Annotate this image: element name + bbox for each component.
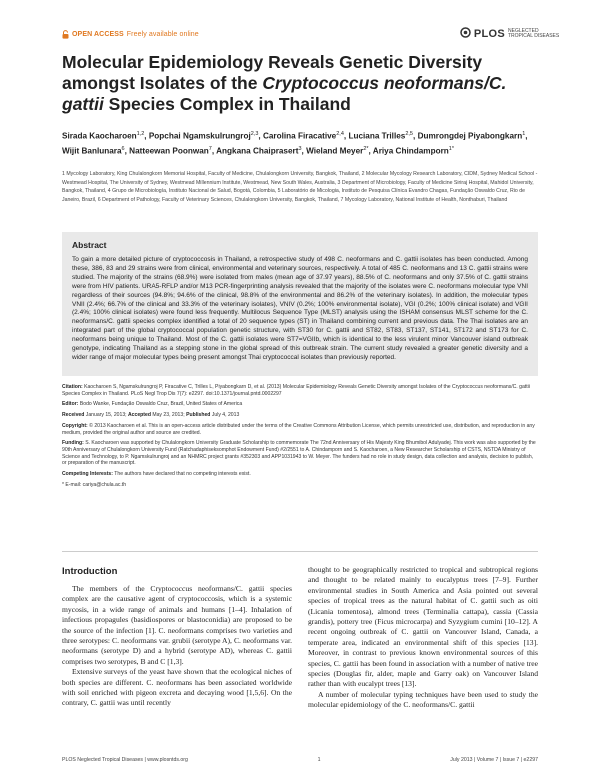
author-name: Ariya Chindamporn <box>372 146 449 156</box>
author-list: Sirada Kaocharoen$^{1,2}$, Popchai Ngamskulrungroj$^{2,3}$, Carolina Firacative$^{2,4}$, Luciana Trilles$^{2,5}$, Dumrongdej Piyabongkarn$^1$, Wijit Banlunara$^6$, Natteewan Poonwan$^7$, Angkana Chaiprasert$^3$, Wieland Meyer$^{2*}$, Ariya Chindamporn$^{1*}$ <box>62 131 528 156</box>
introduction-heading: Introduction <box>62 566 118 577</box>
citation: Citation: Kaocharoen S, Ngamskulrungroj P, Firacative C, Trilles L, Piyabongkarn D, et al. (2013) Molecular Epidemiology Reveals Genetic Diversity amongst Isolates of the Cryptococcus neoformans/C. gattii Species Complex in Thailand. PLoS Negl Trop Dis 7(7): e2297. doi:10.1371/journal.pntd.0002297 <box>62 384 530 397</box>
freely-available-label: Freely available online <box>126 30 199 38</box>
author-name: Carolina Firacative <box>262 131 337 141</box>
abstract-box <box>62 232 538 376</box>
article-title-part-3: Species Complex in Thailand <box>103 94 351 114</box>
abstract-heading: Abstract <box>72 240 107 250</box>
plos-logo-subtitle: NEGLECTED TROPICAL DISEASES <box>508 27 560 39</box>
author-name: Natteewan Poonwan <box>129 146 209 156</box>
plos-logo <box>460 25 560 43</box>
author-affiliation-marker: 2,4 <box>336 131 344 137</box>
author-name: Popchai Ngamskulrungroj <box>148 131 251 141</box>
author-affiliation-marker: 3 <box>298 145 302 152</box>
article-title-part-1: Molecular Epidemiology Reveals Genetic Diversity amongst Isolates of the <box>62 52 483 93</box>
author-affiliation-marker: 1,2 <box>136 131 145 137</box>
author-name: Dumrongdej Piyabongkarn <box>417 131 523 141</box>
footer-page-number: 1 <box>317 757 321 763</box>
open-access-lock-icon <box>62 30 69 38</box>
article-title-species: Cryptococcus neoformans/C. gattii <box>62 73 507 114</box>
intro-left-column <box>62 584 292 709</box>
author-name: Wijit Banlunara <box>62 146 122 156</box>
affiliations: 1 Mycology Laboratory, King Chulalongkorn Memorial Hospital, Faculty of Medicine, Chulalongkorn University, Bangkok, Thailand, 2 Molecular Mycology Research Laboratory, CIDM, Sydney Medical School - Westmead Hospital, The University of Sydney, Westmead Millennium Institute, Westmead, New South Wales, Australia, 3 Department of Microbiology, Faculty of Medicine Siriraj Hospital, Mahidol University, Bangkok, Thailand, 4 Grupo de Microbiología, Instituto Nacional de Salud, Bogotá, Colombia, 5 Laboratório de Micologia, Instituto de Pesquisa Clínica Evandro Chagas, Fundação Oswaldo Cruz, Rio de Janeiro, Brazil, 6 Department of Pathology, Faculty of Veterinary Sciences, Chulalongkorn University, Bangkok, Thailand, 7 Mycology Laboratory, National Institute of Health, Nonthaburi, Thailand <box>62 171 538 203</box>
page-footer <box>62 757 538 763</box>
author-affiliation-marker: 2,5 <box>405 131 413 137</box>
plos-logo-icon <box>460 25 471 43</box>
abstract-text: To gain a more detailed picture of cryptococcosis in Thailand, a retrospective study of 498 C. neoformans and C. gattii isolates has been conducted. Among these, 386, 83 and 29 strains were from clinical, environmental and veterinary sources, respectively. A total of 485 C. neoformans and 13 C. gattii strains were studied. The majority of the strains (68.9%) were isolated from males (mean age of 37.97 years), 88.5% of C. neoformans and only 37.5% of C. gattii strains were from HIV patients. URA5-RFLP and/or M13 PCR-fingerprinting analysis revealed that the majority of the isolates were C. neoformans molecular type VNI regardless of their sources (94.8%; 94.6% of the clinical, 98.8% of the environmental and 86.2% of the veterinary isolates). In addition, the molecular types VNII (2.4%; 66.7% of the clinical and 33.3% of the veterinary isolates), VNIV (0.2%; 100% environmental isolate), VGI (0.2%; 100% clinical isolate) and VGII (2.4%; 100% clinical isolates) were found less frequently. Multilocus Sequence Type (MLST) analysis using the ISHAM consensus MLST scheme for the C. neoformans/C. gattii species complex identified a total of 20 sequence types (ST) in Thailand combining current and previous data. The Thai isolates are an integrated part of the global cryptococcal population genetic structure, with ST30 for C. gattii and ST82, ST83, ST137, ST141, ST172 and ST173 for C. neoformans being unique to Thailand. Most of the C. gattii isolates were ST7=VGIIb, which is identical to the less virulent minor Vancouver island outbreak genotype, indicating Thailand as a stepping stone in the global spread of this outbreak strain. The current study revealed a greater genetic diversity and a wider range of major molecular types being present amongst Thai cryptococcal isolates than previously reported. <box>72 256 528 361</box>
author-affiliation-marker: 6 <box>121 145 125 152</box>
open-access-label: OPEN ACCESS <box>72 30 124 38</box>
footer-issue: July 2013 | Volume 7 | Issue 7 | e2297 <box>450 757 538 763</box>
section-divider <box>62 551 538 552</box>
competing-interests: Competing Interests: The authors have declared that no competing interests exist. <box>62 470 251 477</box>
corresponding-email[interactable]: * E-mail: cariya@chula.ac.th <box>62 481 127 488</box>
intro-right-column <box>308 565 538 711</box>
intro-paragraph-2: Extensive surveys of the yeast have shown that the ecological niches of both species are different. C. neoformans has been associated worldwide with soil enriched with pigeon excreta and decaying wood [1,5,6]. On the contrary, C. gattii was until recently <box>62 667 292 708</box>
footer-journal: PLOS Neglected Tropical Diseases | www.plosntds.org <box>62 757 188 763</box>
author-name: Sirada Kaocharoen <box>62 131 137 141</box>
intro-paragraph-3: thought to be geographically restricted to tropical and subtropical regions and thought to be related mainly to eucalyptus trees [7–9]. Further environmental studies in South America and Asia pointed out several species of tropical trees as the natural habitat of C. gattii such as oiti (Licania tomentosa), almond trees (Terminalia cattapa), cassia (Cassia grandis), pottery tree (Ficus microcarpa) and Syzygium cumini [10–12]. A recent ongoing outbreak of C. gattii on Vancouver Island, Canada, a temperate area, indicated an environmental shift of this species [13]. Moreover, in contrast to previous known environmental sources of this species, C. gattii has been found in association with a number of native tree species (Douglas fir, alder, maple and Garry oak) on Vancouver Island rather than with eucalypt trees [13]. <box>308 565 538 689</box>
author-affiliation-marker: 2,3 <box>250 131 259 137</box>
article-metadata <box>62 384 538 492</box>
author-name: Angkana Chaiprasert <box>216 146 299 156</box>
article-title <box>62 52 538 115</box>
author-affiliation-marker: 2* <box>363 145 369 152</box>
author-affiliation-marker: 1 <box>522 131 526 137</box>
open-access-banner <box>62 30 199 38</box>
copyright: Copyright: © 2013 Kaocharoen et al. This is an open-access article distributed under the terms of the Creative Commons Attribution License, which permits unrestricted use, distribution, and reproduction in any medium, provided the original author and source are credited. <box>62 422 535 436</box>
plos-logo-word: PLOS <box>473 28 505 40</box>
intro-paragraph-1: The members of the Cryptococcus neoformans/C. gattii species complex are the causative agent of cryptococcosis, which is a systemic mycosis, in a wide range of animals and humans [1–4]. Inhalation of infectious propagules (basidiospores or blastoconidia) are proposed to be the source of the infection [1]. C. neoformans comprises two varieties and three serotypes: C. neoformans var. grubii (serotype A), C. neoformans var. neoformans (serotype D) and a hybrid (serotype AD), whereas C. gattii comprises two serotypes, B and C [1,3]. <box>62 584 292 666</box>
author-affiliation-marker: 7 <box>208 145 212 152</box>
dates: Received January 15, 2013; Accepted May 23, 2013; Published July 4, 2013 <box>62 412 240 419</box>
intro-paragraph-4: A number of molecular typing techniques have been used to study the molecular epidemiology of the C. neoformans/C. gattii <box>308 689 538 710</box>
editor: Editor: Bodo Wanke, Fundação Oswaldo Cruz, Brazil, United States of America <box>62 401 243 408</box>
author-name: Wieland Meyer <box>306 146 364 156</box>
funding: Funding: S. Kaocharoen was supported by Chulalongkorn University Graduate Scholarship to commemorate The 72nd Anniversary of His Majesty King Bhumibol Adulyadej. This work was also supported by the 90th Anniversary of Chulalongkorn University Fund (Ratchadaphiseksomphot Endowment Fund) #2/2551 to A. Chindamporn and S. Kaocharoen, a New Researcher Scholarship of CSTS, NSTDA Ministry of Science and Technology, to P. Ngamskulrungroj and an NHMRC project grants #352303 and APP1031943 to W. Meyer. The funders had no role in study design, data collection and analysis, decision to publish, or preparation of the manuscript. <box>62 440 536 467</box>
author-affiliation-marker: 1* <box>448 145 454 152</box>
author-name: Luciana Trilles <box>348 131 406 141</box>
